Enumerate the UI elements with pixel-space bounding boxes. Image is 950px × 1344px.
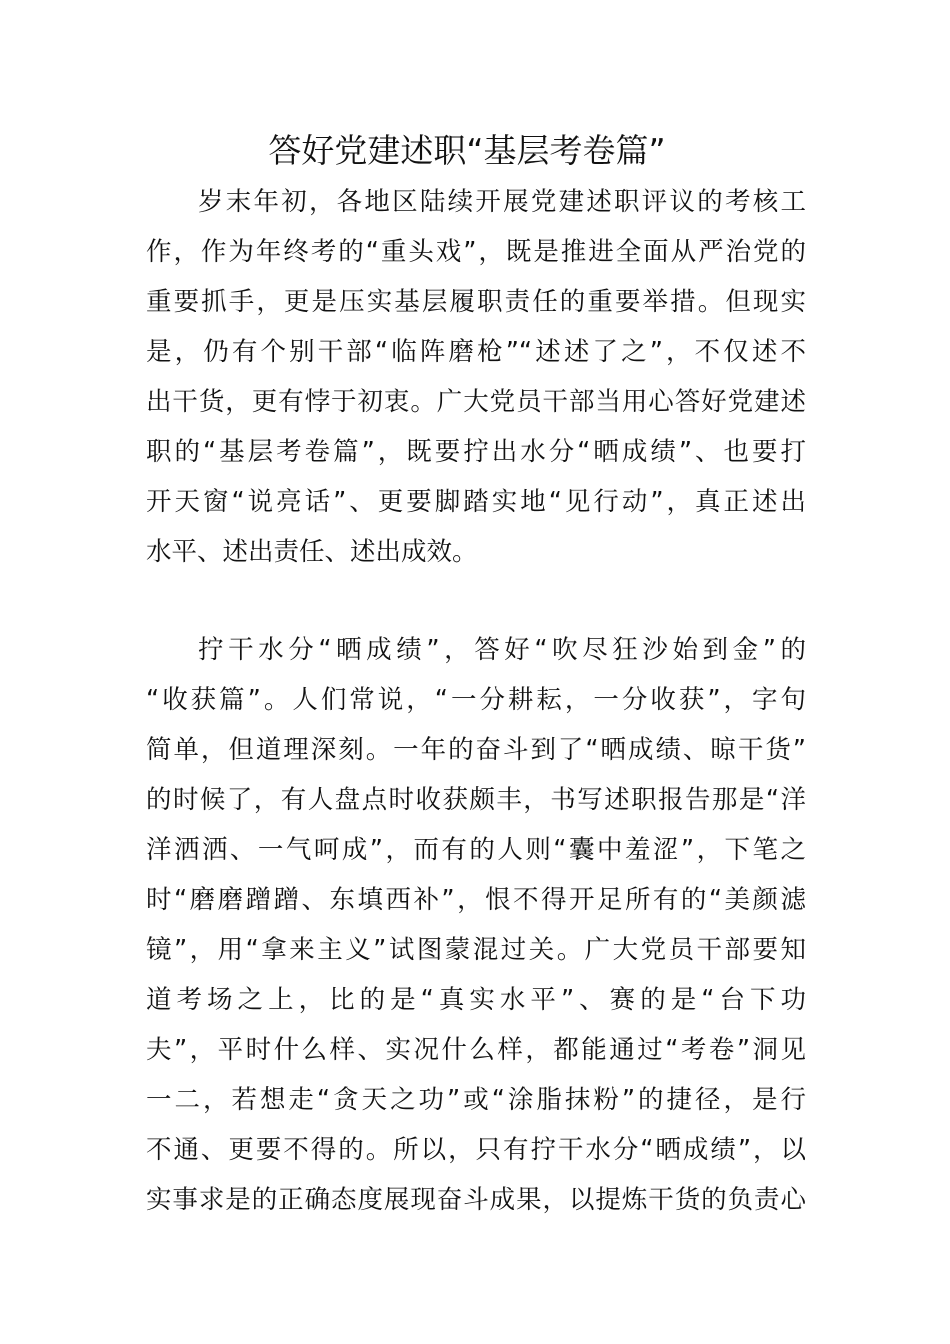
- text-line: 洋洒洒、一气呵成”，而有的人则“囊中羞涩”，下笔之: [146, 835, 806, 865]
- text-line: 道考场之上，比的是“真实水平”、赛的是“台下功: [146, 985, 806, 1015]
- text-line: 水平、述出责任、述出成效。: [146, 537, 478, 567]
- text-line: 实事求是的正确态度展现奋斗成果，以提炼干货的负责心: [146, 1185, 806, 1215]
- text-line: 重要抓手，更是压实基层履职责任的重要举措。但现实: [146, 287, 806, 317]
- document-title: 答好党建述职“基层考卷篇”: [268, 131, 666, 170]
- text-line: 镜”，用“拿来主义”试图蒙混过关。广大党员干部要知: [146, 935, 806, 965]
- text-line: 开天窗“说亮话”、更要脚踏实地“见行动”，真正述出: [146, 487, 806, 517]
- text-line: 是，仍有个别干部“临阵磨枪”“述述了之”，不仅述不: [146, 337, 806, 367]
- text-line: 职的“基层考卷篇”，既要拧出水分“晒成绩”、也要打: [146, 437, 806, 467]
- text-line: “收获篇”。人们常说，“一分耕耘，一分收获”，字句: [146, 685, 806, 715]
- text-line: 简单，但道理深刻。一年的奋斗到了“晒成绩、晾干货”: [146, 735, 806, 765]
- paragraph-section-1: [146, 625, 806, 1225]
- text-line: 不通、更要不得的。所以，只有拧干水分“晒成绩”，以: [146, 1135, 806, 1165]
- text-line: 的时候了，有人盘点时收获颇丰，书写述职报告那是“洋: [146, 785, 806, 815]
- text-line: 时“磨磨蹭蹭、东填西补”，恨不得开足所有的“美颜滤: [146, 885, 806, 915]
- text-line: 作，作为年终考的“重头戏”，既是推进全面从严治党的: [146, 237, 806, 267]
- text-line: 夫”，平时什么样、实况什么样，都能通过“考卷”洞见: [146, 1035, 806, 1065]
- text-line: 岁末年初，各地区陆续开展党建述职评议的考核工: [198, 187, 806, 217]
- text-line: 一二，若想走“贪天之功”或“涂脂抹粉”的捷径，是行: [146, 1085, 806, 1115]
- text-line: 拧干水分“晒成绩”，答好“吹尽狂沙始到金”的: [198, 635, 806, 665]
- paragraph-intro: [146, 177, 806, 577]
- text-line: 出干货，更有悖于初衷。广大党员干部当用心答好党建述: [146, 387, 806, 417]
